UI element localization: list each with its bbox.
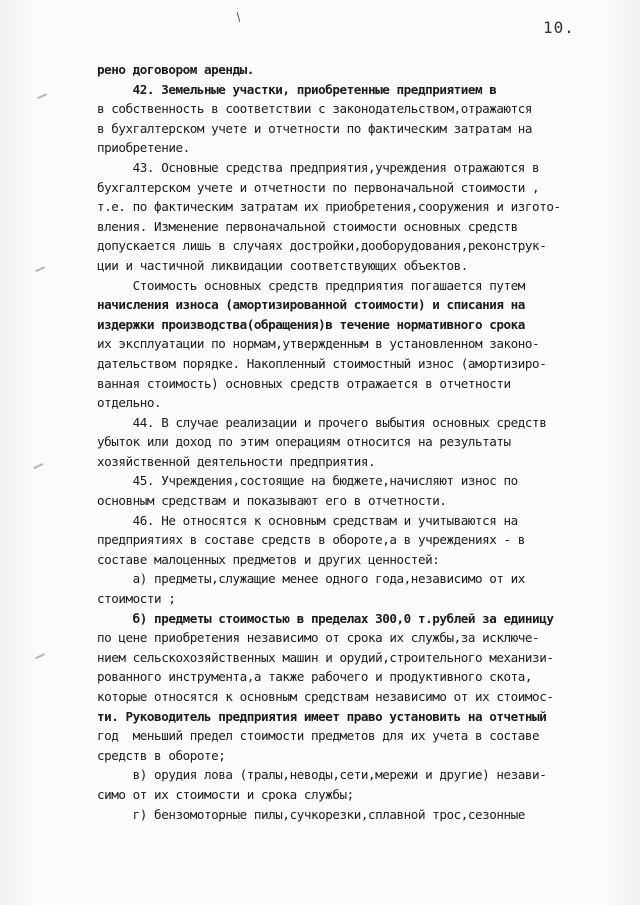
text-line: их эксплуатации по нормам,утвержденным в установленном законо- xyxy=(97,336,540,352)
margin-mark xyxy=(35,653,47,663)
text-line: средств в обороте; xyxy=(97,747,226,763)
text-line: вления. Изменение первоначальной стоимости основных средств xyxy=(97,218,518,234)
text-line: которые относятся к основным средствам независимо от их стоимос- xyxy=(97,689,554,704)
text-line: дательством порядке. Накопленный стоимостный износ (амортизиро- xyxy=(97,355,547,371)
text-line: бухгалтерском учете и отчетности по первоначальной стоимости , xyxy=(97,179,540,195)
text-line: в бухгалтерском учете и отчетности по фактическим затратам на xyxy=(97,120,533,136)
document-body xyxy=(97,60,585,824)
text-line: ванная стоимость) основных средств отражается в отчетности xyxy=(97,375,511,391)
text-line: ции и частичной ликвидации соответствующих объектов. xyxy=(97,257,468,273)
text-line: начисления износа (амортизированной стоимости) и списания на xyxy=(97,297,525,313)
text-line: хозяйственной деятельности предприятия. xyxy=(97,453,376,469)
text-line: т.е. по фактическим затратам их приобретения,сооружения и изгото- xyxy=(97,199,561,215)
text-line: по цене приобретения независимо от срока их службы,за исключе- xyxy=(97,630,540,646)
pen-mark xyxy=(237,12,241,22)
text-line: рено договором аренды. xyxy=(97,62,254,77)
margin-mark xyxy=(37,93,49,103)
margin-mark xyxy=(35,266,47,276)
text-line: в) орудия лова (тралы,неводы,сети,мережи и другие) незави- xyxy=(97,767,547,783)
text-line: 45. Учреждения,состоящие на бюджете,начисляют износ по xyxy=(97,473,518,489)
text-line: 44. В случае реализации и прочего выбытия основных средств xyxy=(97,414,547,430)
text-line: симо от их стоимости и срока службы; xyxy=(97,786,354,802)
text-line: составе малоценных предметов и других ценностей: xyxy=(97,551,440,567)
text-line: основным средствам и показывают его в отчетности. xyxy=(97,493,447,509)
text-line: ти. Руководитель предприятия имеет право установить на отчетный xyxy=(97,708,547,724)
text-line: в собственность в соответствии с законодательством,отражаются xyxy=(97,101,533,117)
text-line: а) предметы,служащие менее одного года,независимо от их xyxy=(97,571,525,587)
text-line: б) предметы стоимостью в пределах 300,0 т.рублей за единицу xyxy=(97,610,554,626)
text-line: приобретение. xyxy=(97,140,190,156)
page-number: 10. xyxy=(543,18,575,37)
margin-mark xyxy=(33,463,45,473)
text-line: допускается лишь в случаях достройки,дооборудования,реконструк- xyxy=(97,238,547,254)
text-line: 43. Основные средства предприятия,учреждения отражаются в xyxy=(97,159,540,175)
text-line: рованного инструмента,а также рабочего и продуктивного скота, xyxy=(97,669,533,685)
text-line: предприятиях в составе средств в обороте,а в учреждениях - в xyxy=(97,532,525,548)
text-line: 46. Не относятся к основным средствам и учитываются на xyxy=(97,512,518,528)
text-line: год меньший предел стоимости предметов для их учета в составе xyxy=(97,728,540,744)
text-line: убыток или доход по этим операциям относится на результаты xyxy=(97,434,511,450)
text-line: отдельно. xyxy=(97,395,162,411)
text-line: г) бензомоторные пилы,сучкорезки,сплавной трос,сезонные xyxy=(97,806,525,822)
text-line: 42. Земельные участки, приобретенные предприятием в xyxy=(97,81,497,97)
text-line: нием сельскохозяйственных машин и орудий,строительного механизи- xyxy=(97,649,554,665)
text-line: издержки производства(обращения)в течение нормативного срока xyxy=(97,316,525,332)
text-line: Стоимость основных средств предприятия погашается путем xyxy=(97,277,525,293)
text-line: стоимости ; xyxy=(97,591,176,607)
